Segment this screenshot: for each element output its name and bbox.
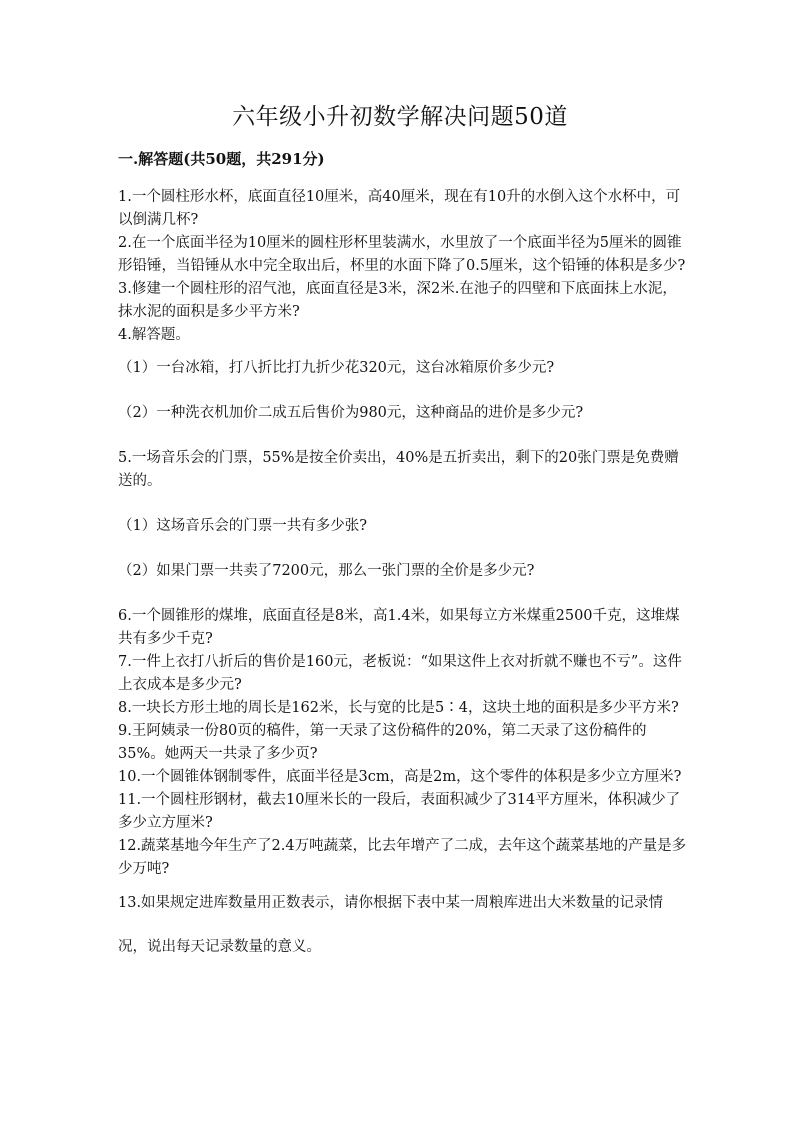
question-11: 11.一个圆柱形钢材，截去10厘米长的一段后，表面积减少了314平方厘米，体积减少了多少立方厘米? [118, 792, 681, 831]
question-9: 9.王阿姨录一份80页的稿件，第一天录了这份稿件的20%，第二天录了这份稿件的35%。她两天一共录了多少页? [118, 723, 647, 762]
question-4-part-1: （1）一台冰箱，打八折比打九折少花320元，这台冰箱原价多少元? [118, 360, 555, 376]
question-6: 6.一个圆锥形的煤堆，底面直径是8米，高1.4米，如果每立方米煤重2500千克，这堆煤共有多少千克? [118, 608, 680, 647]
question-10: 10.一个圆锥体钢制零件，底面半径是3cm，高是2m，这个零件的体积是多少立方厘米? [118, 769, 682, 785]
question-4: 4.解答题。 [118, 327, 190, 343]
page-title: 六年级小升初数学解决问题50道 [232, 104, 568, 130]
question-8: 8.一块长方形土地的周长是162米，长与宽的比是5∶4，这块土地的面积是多少平方米? [118, 700, 679, 716]
question-list [118, 186, 690, 969]
question-12: 12.蔬菜基地今年生产了2.4万吨蔬菜，比去年增产了二成，去年这个蔬菜基地的产量是多少万吨? [118, 838, 687, 877]
question-5-part-2: （2）如果门票一共卖了7200元，那么一张门票的全价是多少元? [118, 563, 535, 579]
question-3: 3.修建一个圆柱形的沼气池，底面直径是3米，深2米.在池子的四壁和下底面抹上水泥，抹水泥的面积是多少平方米? [118, 281, 677, 320]
question-13: 13.如果规定进库数量用正数表示，请你根据下表中某一周粮库进出大米数量的记录情况，说出每天记录数量的意义。 [118, 895, 664, 955]
question-1: 1.一个圆柱形水杯，底面直径10厘米，高40厘米，现在有10升的水倒入这个水杯中，可以倒满几杯? [118, 189, 681, 228]
question-7: 7.一件上衣打八折后的售价是160元，老板说：“如果这件上衣对折就不赚也不亏”。这件上衣成本是多少元? [118, 654, 682, 693]
section-heading: 一.解答题(共50题，共291分) [118, 150, 325, 168]
question-5: 5.一场音乐会的门票，55%是按全价卖出，40%是五折卖出，剩下的20张门票是免费赠送的。 [118, 450, 679, 489]
question-2: 2.在一个底面半径为10厘米的圆柱形杯里装满水，水里放了一个底面半径为5厘米的圆锥形铅锤，当铅锤从水中完全取出后，杯里的水面下降了0.5厘米，这个铅锤的体积是多少? [118, 235, 686, 274]
question-4-part-2: （2）一种洗衣机加价二成五后售价为980元，这种商品的进价是多少元? [118, 405, 584, 421]
question-5-part-1: （1）这场音乐会的门票一共有多少张? [118, 518, 367, 534]
